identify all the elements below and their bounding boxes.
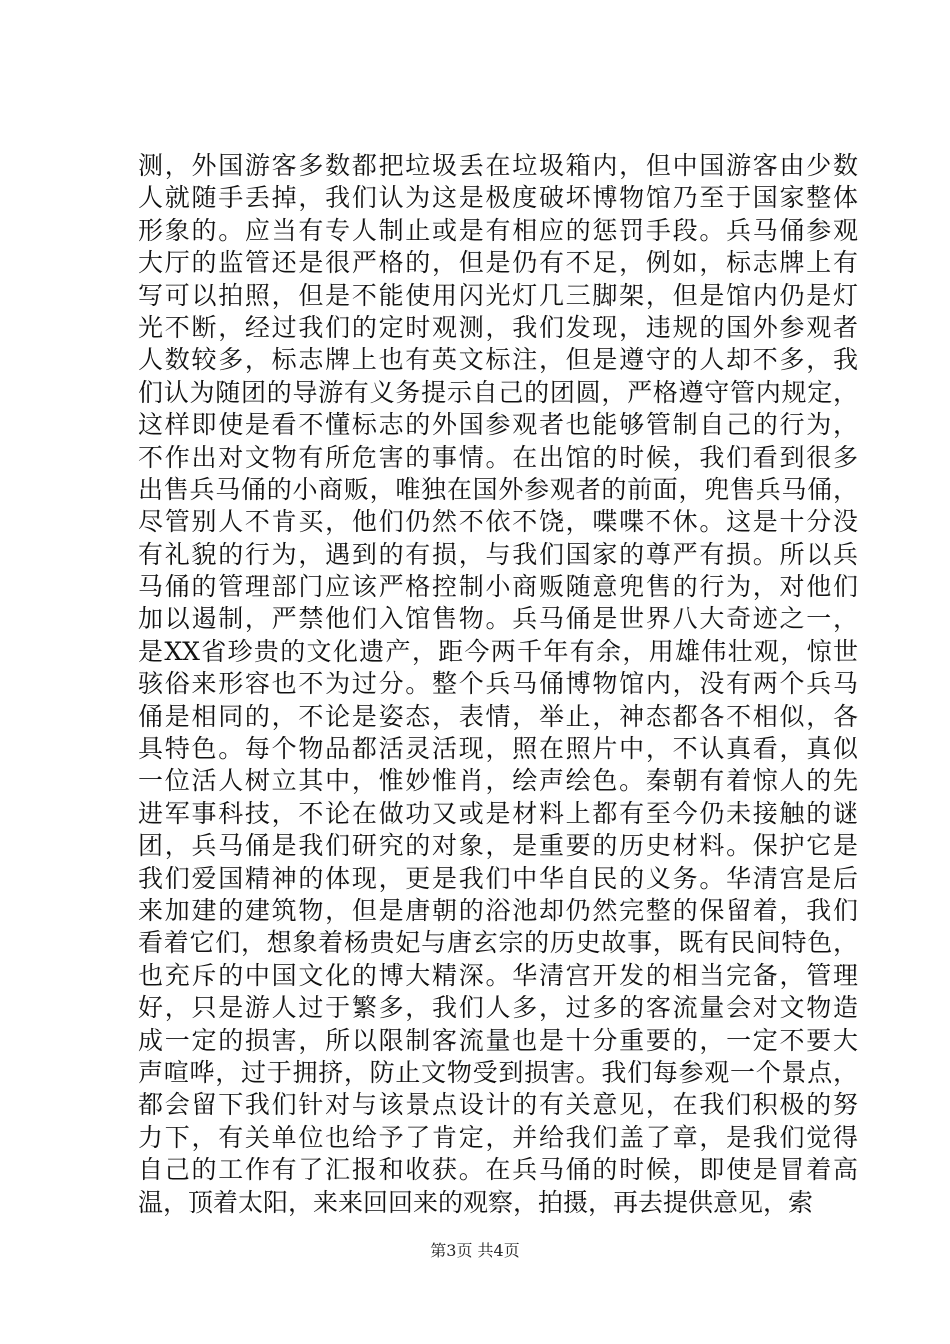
text-line: 骇俗来形容也不为过分。整个兵马俑博物馆内，没有两个兵马 <box>138 669 858 699</box>
text-line: 团，兵马俑是我们研究的对象，是重要的历史材料。保护它是 <box>138 831 858 861</box>
text-line: 也充斥的中国文化的博大精深。华清宫开发的相当完备，管理 <box>138 960 858 990</box>
text-line: 加以遏制，严禁他们入馆售物。兵马俑是世界八大奇迹之一， <box>138 604 858 634</box>
text-line: 成一定的损害，所以限制客流量也是十分重要的，一定不要大 <box>138 1025 858 1055</box>
text-line: 写可以拍照，但是不能使用闪光灯几三脚架，但是馆内仍是灯 <box>138 280 858 310</box>
text-line: 进军事科技，不论在做功又或是材料上都有至今仍未接触的谜 <box>138 798 858 828</box>
text-line: 光不断，经过我们的定时观测，我们发现，违规的国外参观者 <box>138 312 858 342</box>
text-line: 温，顶着太阳，来来回回来的观察，拍摄，再去提供意见，索 <box>138 1187 814 1217</box>
text-line: 自己的工作有了汇报和收获。在兵马俑的时候，即使是冒着高 <box>138 1155 858 1185</box>
text-line: 声喧哗，过于拥挤，防止文物受到损害。我们每参观一个景点， <box>138 1057 858 1087</box>
text-line: 具特色。每个物品都活灵活现，照在照片中，不认真看，真似 <box>138 734 858 764</box>
text-line: 尽管别人不肯买，他们仍然不依不饶，喋喋不休。这是十分没 <box>138 507 858 537</box>
text-line: 有礼貌的行为，遇到的有损，与我们国家的尊严有损。所以兵 <box>138 539 858 569</box>
text-line: 们认为随团的导游有义务提示自己的团圆，严格遵守管内规定， <box>138 377 858 407</box>
text-line: 力下，有关单位也给予了肯定，并给我们盖了章，是我们觉得 <box>138 1122 858 1152</box>
text-line: 人数较多，标志牌上也有英文标注，但是遵守的人却不多，我 <box>138 345 858 375</box>
text-line: 看着它们，想象着杨贵妃与唐玄宗的历史故事，既有民间特色， <box>138 928 858 958</box>
text-line: 都会留下我们针对与该景点设计的有关意见，在我们积极的努 <box>138 1090 858 1120</box>
text-line: 出售兵马俑的小商贩，唯独在国外参观者的前面，兜售兵马俑， <box>138 474 858 504</box>
text-line: 这样即使是看不懂标志的外国参观者也能够管制自己的行为， <box>138 410 858 440</box>
text-line: 一位活人树立其中，惟妙惟肖，绘声绘色。秦朝有着惊人的先 <box>138 766 858 796</box>
text-line: 我们爱国精神的体现，更是我们中华自民的义务。华清宫是后 <box>138 863 858 893</box>
text-line: 人就随手丢掉，我们认为这是极度破坏博物馆乃至于国家整体 <box>138 183 858 213</box>
text-line: 好，只是游人过于繁多，我们人多，过多的客流量会对文物造 <box>138 993 858 1023</box>
page-footer: 第3页 共4页 <box>430 1241 520 1260</box>
text-line: 大厅的监管还是很严格的，但是仍有不足，例如，标志牌上有 <box>138 248 858 278</box>
text-line: 马俑的管理部门应该严格控制小商贩随意兜售的行为，对他们 <box>138 572 858 602</box>
body-text <box>138 150 858 1219</box>
text-line: 是XX省珍贵的文化遗产，距今两千年有余，用雄伟壮观，惊世 <box>138 636 858 666</box>
text-line: 不作出对文物有所危害的事情。在出馆的时候，我们看到很多 <box>138 442 858 472</box>
text-line: 来加建的建筑物，但是唐朝的浴池却仍然完整的保留着，我们 <box>138 895 858 925</box>
text-line: 形象的。应当有专人制止或是有相应的惩罚手段。兵马俑参观 <box>138 215 858 245</box>
text-line: 测，外国游客多数都把垃圾丢在垃圾箱内，但中国游客由少数 <box>138 151 858 180</box>
text-line: 俑是相同的，不论是姿态，表情，举止，神态都各不相似，各 <box>138 701 858 731</box>
